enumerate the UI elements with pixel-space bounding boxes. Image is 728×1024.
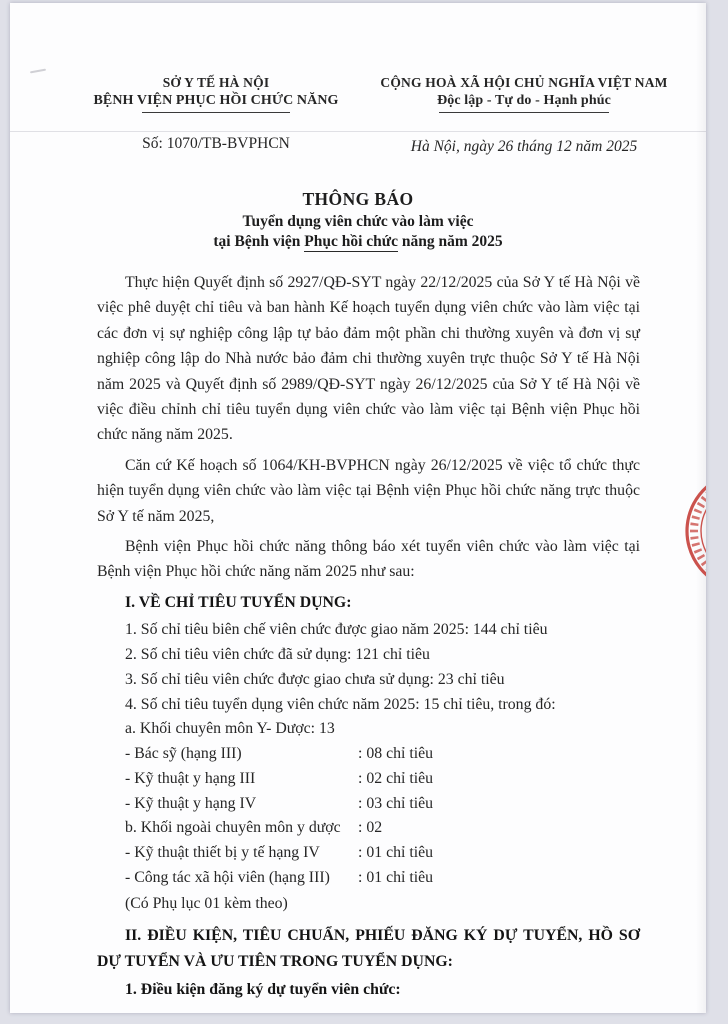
section2-sub-heading: 1. Điều kiện đăng ký dự tuyển viên chức: [125,980,401,998]
quota-summary-item: 2. Số chỉ tiêu viên chức đã sử dụng: 121 chỉ tiêu [125,646,430,664]
national-motto-block [366,75,682,113]
paragraph-announcement: Bệnh viện Phục hồi chức năng thông báo xét tuyển viên chức vào làm việc tại Bệnh viện Phục hồi chức năng năm 2025 như sau: [97,538,640,581]
national-motto: Độc lập - Tự do - Hạnh phúc [437,93,611,108]
quota-value: : 02 chỉ tiêu [358,769,434,787]
document-number: Số: 1070/TB-BVPHCN [142,135,290,152]
document-title-block [10,189,706,251]
quota-row [97,717,640,742]
place-date-line: Hà Nội, ngày 26 tháng 12 năm 2025 [410,138,638,155]
motto-underline [439,112,609,113]
quota-label: - Công tác xã hội viên (hạng III) [125,869,330,887]
quota-label: - Bác sỹ (hạng III) [125,745,242,763]
quota-label: b. Khối ngoài chuyên môn y dược [125,819,341,837]
subtitle-prefix: tại Bệnh viện [213,233,305,250]
issuer-parent-org: SỞ Y TẾ HÀ NỘI [162,75,270,90]
document-page [10,3,706,1013]
quota-value: : 08 chỉ tiêu [358,745,434,763]
section2-heading: II. ĐIỀU KIỆN, TIÊU CHUẨN, PHIẾU ĐĂNG KÝ DỰ TUYỂN, HỒ SƠ DỰ TUYỂN VÀ ƯU TIÊN TRONG TUYỂN DỤNG: [97,926,640,970]
quota-label: - Kỹ thuật y hạng III [125,769,256,787]
quota-summary-item: 1. Số chỉ tiêu biên chế viên chức được giao năm 2025: 144 chỉ tiêu [125,621,548,639]
quota-summary-item: 3. Số chỉ tiêu viên chức được giao chưa sử dụng: 23 chỉ tiêu [125,671,505,689]
national-title: CỘNG HOÀ XÃ HỘI CHỦ NGHĨA VIỆT NAM [380,75,668,90]
document-body [97,270,640,1002]
issuer-block [66,75,366,113]
page-edge-shadow [696,3,706,1013]
paragraph-basis-2: Căn cứ Kế hoạch số 1064/KH-BVPHCN ngày 26/12/2025 về việc tổ chức thực hiện tuyển dụng viên chức vào làm việc tại Bệnh viện Phục hồi chức năng trực thuộc Sở Y tế năm 2025, [97,456,640,525]
subtitle-underlined-text: Phục hồi chức [304,233,398,250]
number-date-row [10,113,706,156]
quota-value: : 02 [358,819,383,837]
paragraph-basis-1: Thực hiện Quyết định số 2927/QĐ-SYT ngày 22/12/2025 của Sở Y tế Hà Nội về việc phê duyệt chỉ tiêu và ban hành Kế hoạch tuyển dụng viên chức vào làm việc tại các đơn vị sự nghiệp công lập tự bảo đảm một phần chi thường xuyên và đơn vị sự nghiệp công lập do Nhà nước bảo đảm chi thường xuyên trực thuộc Sở Y tế Hà Nội năm 2025 và Quyết định số 2989/QĐ-SYT ngày 26/12/2025 của Sở Y tế Hà Nội về việc điều chỉnh chỉ tiêu tuyển dụng viên chức vào làm việc tại Bệnh viện Phục hồi chức năng năm 2025. [97,274,640,444]
quota-row [97,866,640,891]
quota-row [97,816,640,841]
quota-row [97,792,640,817]
quota-row [97,767,640,792]
quota-value: : 03 chỉ tiêu [358,794,434,812]
document-subtitle-line2 [10,233,706,251]
quota-row [97,742,640,767]
quota-label: - Kỹ thuật y hạng IV [125,794,257,812]
quota-summary-item: 4. Số chỉ tiêu tuyển dụng viên chức năm 2025: 15 chỉ tiêu, trong đó: [125,696,556,714]
scan-fold-line [10,131,706,132]
letterhead [10,3,706,113]
quota-row [97,841,640,866]
subtitle-suffix: năng năm 2025 [397,233,503,250]
quota-value: : 01 chỉ tiêu [358,869,434,887]
issuer-underline [142,112,290,113]
section1-heading: I. VỀ CHỈ TIÊU TUYỂN DỤNG: [125,593,352,611]
quota-label: - Kỹ thuật thiết bị y tế hạng IV [125,844,320,862]
quota-label: a. Khối chuyên môn Y- Dược: 13 [125,720,335,738]
issuer-org-name: BỆNH VIỆN PHỤC HỒI CHỨC NĂNG [93,93,339,108]
quota-value: : 01 chỉ tiêu [358,844,434,862]
document-subtitle-line1: Tuyển dụng viên chức vào làm việc [242,213,474,230]
appendix-note: (Có Phụ lục 01 kèm theo) [125,894,288,912]
document-title: THÔNG BÁO [302,189,414,209]
